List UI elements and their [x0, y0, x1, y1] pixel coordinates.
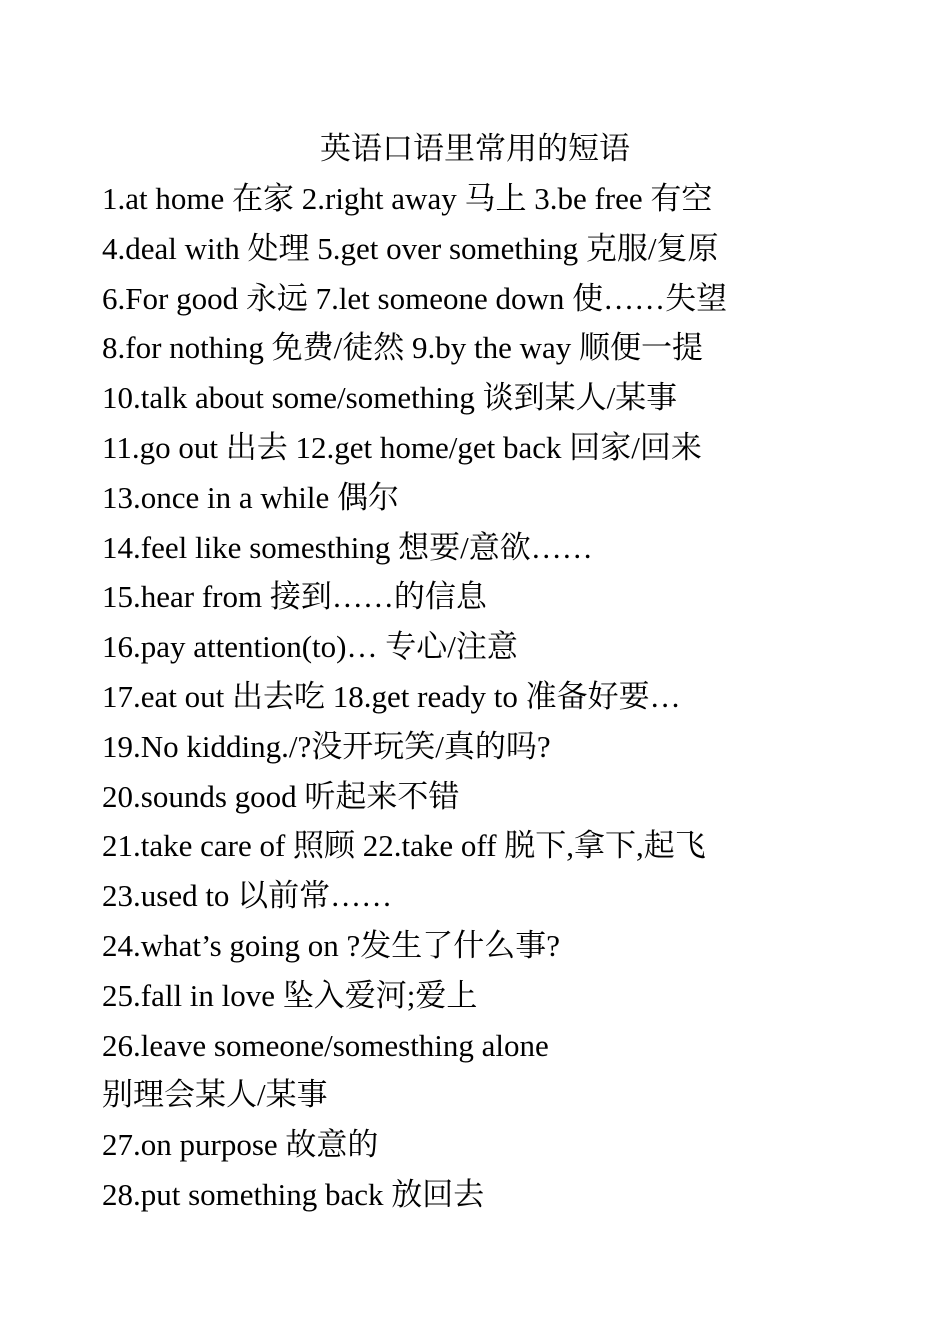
phrase-line: 27.on purpose 故意的	[102, 1127, 379, 1163]
phrase-line: 别理会某人/某事	[102, 1077, 328, 1113]
phrase-line: 11.go out 出去 12.get home/get back 回家/回来	[102, 429, 702, 465]
phrase-line: 16.pay attention(to)… 专心/注意	[102, 629, 518, 665]
phrase-line: 17.eat out 出去吃 18.get ready to 准备好要…	[102, 678, 681, 714]
phrase-line: 24.what’s going on ?发生了什么事?	[102, 927, 561, 963]
phrase-line: 15.hear from 接到……的信息	[102, 579, 487, 615]
phrase-line: 14.feel like somesthing 想要/意欲……	[102, 529, 593, 565]
phrase-line: 10.talk about some/something 谈到某人/某事	[102, 380, 678, 416]
phrase-line: 6.For good 永远 7.let someone down 使……失望	[102, 280, 728, 316]
phrase-line: 1.at home 在家 2.right away 马上 3.be free 有空	[102, 181, 713, 216]
phrase-line: 28.put something back 放回去	[102, 1176, 485, 1212]
document-title: 英语口语里常用的短语	[320, 131, 630, 166]
phrase-line: 4.deal with 处理 5.get over something 克服/复原	[102, 230, 719, 266]
phrase-line: 20.sounds good 听起来不错	[102, 778, 460, 814]
phrase-line: 13.once in a while 偶尔	[102, 479, 400, 515]
phrase-line: 19.No kidding./?没开玩笑/真的吗?	[102, 728, 551, 764]
phrase-line: 26.leave someone/somesthing alone	[102, 1027, 549, 1063]
phrase-line: 25.fall in love 坠入爱河;爱上	[102, 977, 478, 1013]
phrase-line: 21.take care of 照顾 22.take off 脱下,拿下,起飞	[102, 828, 706, 864]
phrase-list	[102, 178, 922, 1224]
phrase-line: 23.used to 以前常……	[102, 878, 393, 914]
phrase-line: 8.for nothing 免费/徒然 9.by the way 顺便一提	[102, 330, 704, 366]
